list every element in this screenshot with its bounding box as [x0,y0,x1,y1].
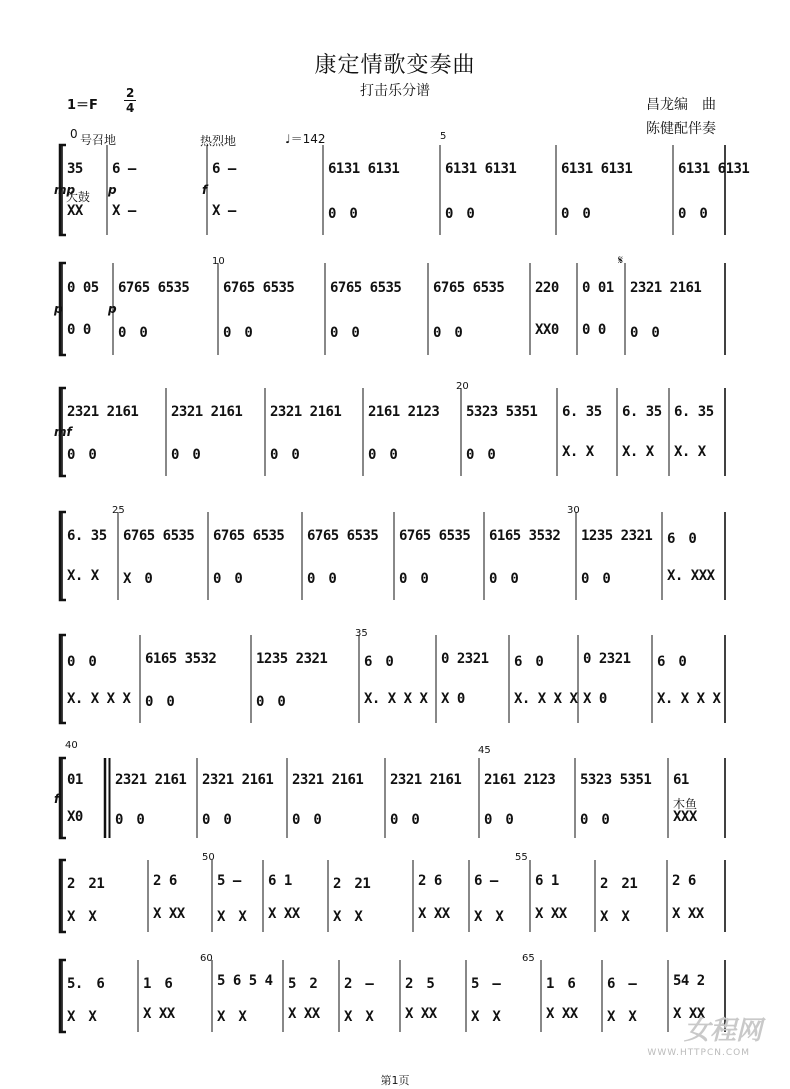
percussion-measure: X. X [67,568,99,584]
percussion-measure: X XX [143,1006,175,1022]
dynamic-marking: f [202,183,208,197]
melody-measure: 6131 6131 [678,161,750,177]
melody-measure: 54 2 [673,973,705,989]
melody-measure: 6 – [607,976,637,992]
measure-number: 10 [212,256,225,267]
system-6 [54,758,732,838]
percussion-measure: 0 0 [368,447,398,463]
melody-measure: 6 1 [535,873,559,889]
melody-measure: 6165 3532 [489,528,561,544]
dynamic-marking: mp [54,183,76,197]
melody-measure: 2 5 [405,976,435,992]
measure-number: 60 [200,953,213,964]
melody-measure: 6765 6535 [433,280,505,296]
measure-number: 65 [522,953,535,964]
instrument-label: 大鼓 [66,190,91,204]
dynamic-marking: p [108,183,117,197]
system-4 [62,512,732,600]
percussion-measure: X. X X X [514,691,578,707]
melody-measure: 2321 2161 [292,772,364,788]
watermark-logo: 女程网 [683,1016,762,1046]
percussion-measure: X. X X X [364,691,428,707]
percussion-measure: X X [67,1009,97,1025]
system-bracket [60,860,66,932]
system-5 [62,635,732,723]
melody-measure: 0 01 [582,280,614,296]
percussion-measure: X X [217,1009,247,1025]
percussion-measure: 0 0 [484,812,514,828]
percussion-measure: 0 0 [67,322,91,338]
percussion-measure: 0 0 [67,447,97,463]
percussion-measure: X X [474,909,504,925]
percussion-measure: X – [212,203,236,219]
percussion-measure: X X [600,909,630,925]
melody-measure: 1235 2321 [581,528,653,544]
percussion-measure: 0 0 [213,571,243,587]
melody-measure: 6 – [474,873,498,889]
measure-number: 25 [112,505,125,516]
measure-number: 20 [456,381,469,392]
melody-measure: 0 05 [67,280,99,296]
percussion-measure: X XX [546,1006,578,1022]
percussion-measure: X – [112,203,136,219]
percussion-measure: 0 0 [202,812,232,828]
melody-measure: 5323 5351 [466,404,538,420]
rehearsal-number: 0 [70,127,78,141]
melody-measure: 6765 6535 [118,280,190,296]
melody-measure: 5 – [217,873,241,889]
percussion-measure: 0 0 [270,447,300,463]
meter-bottom: 4 [126,101,135,115]
melody-measure: 6 0 [514,654,544,670]
melody-measure: 2321 2161 [270,404,342,420]
dynamic-marking: p [54,302,63,316]
system-bracket [60,512,66,600]
melody-measure: 2 6 [672,873,696,889]
percussion-measure: 0 0 [581,571,611,587]
percussion-measure: 0 0 [445,206,475,222]
melody-measure: 1 6 [143,976,173,992]
percussion-measure: X XX [405,1006,437,1022]
system-8 [62,960,732,1032]
percussion-measure: X XX [288,1006,320,1022]
system-bracket [60,960,66,1032]
melody-measure: 6765 6535 [223,280,295,296]
percussion-measure: X XX [153,906,185,922]
percussion-measure: X 0 [583,691,607,707]
percussion-measure: X X [607,1009,637,1025]
melody-measure: 2161 2123 [368,404,440,420]
percussion-measure: X X [333,909,363,925]
percussion-measure: 0 0 [399,571,429,587]
percussion-measure: 0 0 [256,694,286,710]
percussion-measure: X X [344,1009,374,1025]
melody-measure: 5323 5351 [580,772,652,788]
composer-credit: 昌龙编 曲 [646,97,716,113]
melody-measure: 6 0 [364,654,394,670]
percussion-measure: X 0 [123,571,153,587]
percussion-measure: X XX [673,1006,705,1022]
melody-measure: 6. 35 [562,404,602,420]
percussion-measure: X X [217,909,247,925]
score-title: 康定情歌变奏曲 [314,53,476,78]
melody-measure: 6 0 [657,654,687,670]
percussion-measure: 0 0 [307,571,337,587]
instrument-label: 木鱼 [673,797,698,811]
percussion-measure: 0 0 [561,206,591,222]
percussion-measure: XX0 [535,322,559,338]
percussion-measure: X. XXX [667,568,715,584]
time-signature [124,86,136,115]
percussion-measure: X. X [562,444,594,460]
measure-number: 50 [202,852,215,863]
melody-measure: 2321 2161 [390,772,462,788]
tempo-marking: ♩＝142 [285,132,326,146]
system-3 [54,388,732,476]
melody-measure: 6131 6131 [561,161,633,177]
melody-measure: 6 – [212,161,236,177]
melody-measure: 0 0 [67,654,97,670]
melody-measure: 2 6 [418,873,442,889]
measure-number: 45 [478,745,491,756]
melody-measure: 1235 2321 [256,651,328,667]
melody-measure: 2321 2161 [171,404,243,420]
melody-measure: 6165 3532 [145,651,217,667]
percussion-measure: 0 0 [489,571,519,587]
percussion-measure: 0 0 [145,694,175,710]
melody-measure: 5 2 [288,976,318,992]
percussion-measure: X X [67,909,97,925]
measure-number: 35 [355,628,368,639]
score-subtitle: 打击乐分谱 [360,83,430,99]
percussion-measure: 0 0 [115,812,145,828]
melody-measure: 2 21 [600,876,638,892]
percussion-measure: X0 [67,809,83,825]
percussion-measure: X XX [535,906,567,922]
percussion-measure: 0 0 [390,812,420,828]
measure-number: 55 [515,852,528,863]
percussion-measure: X. X X X [67,691,131,707]
melody-measure: 6 – [112,161,136,177]
expression-text: 热烈地 [200,134,237,148]
system-bracket [60,635,66,723]
meter-top: 2 [126,86,135,100]
melody-measure: 5. 6 [67,976,105,992]
melody-measure: 2321 2161 [202,772,274,788]
percussion-measure: 0 0 [330,325,360,341]
melody-measure: 2321 2161 [115,772,187,788]
melody-measure: 6 0 [667,531,697,547]
percussion-measure: X XX [672,906,704,922]
melody-measure: 220 [535,280,559,296]
percussion-measure: XXX [673,809,697,825]
measure-number: 40 [65,740,78,751]
melody-measure: 0 2321 [441,651,489,667]
expression-text: 号召地 [80,133,117,147]
melody-measure: 35 [67,161,83,177]
melody-measure: 61 [673,772,689,788]
system-1 [54,145,750,235]
percussion-measure: 0 0 [678,206,708,222]
percussion-measure: 0 0 [433,325,463,341]
percussion-measure: 0 0 [292,812,322,828]
melody-measure: 6765 6535 [213,528,285,544]
percussion-measure: 0 0 [171,447,201,463]
melody-measure: 2321 2161 [630,280,702,296]
melody-measure: 6765 6535 [123,528,195,544]
percussion-measure: 0 0 [630,325,660,341]
watermark-url: WWW.HTTPCN.COM [647,1048,750,1058]
melody-measure: 01 [67,772,83,788]
percussion-measure: 0 0 [582,322,606,338]
melody-measure: 6131 6131 [328,161,400,177]
system-bracket [60,758,66,838]
melody-measure: 2 21 [67,876,105,892]
measure-number: 5 [440,131,447,142]
system-2 [54,263,732,355]
melody-measure: 5 – [471,976,501,992]
measure-number: 30 [567,505,580,516]
percussion-measure: XX [67,203,83,219]
melody-measure: 6131 6131 [445,161,517,177]
system-7 [62,860,732,932]
melody-measure: 1 6 [546,976,576,992]
percussion-measure: 0 0 [328,206,358,222]
melody-measure: 5 6 5 4 [217,973,273,989]
percussion-measure: X. X X X [657,691,721,707]
melody-measure: 2321 2161 [67,404,139,420]
key-signature: 1＝F [67,98,98,113]
percussion-measure: X. X [674,444,706,460]
dynamic-marking: f [54,792,60,806]
percussion-measure: X 0 [441,691,465,707]
melody-measure: 6. 35 [622,404,662,420]
melody-measure: 6 1 [268,873,292,889]
melody-measure: 2 6 [153,873,177,889]
melody-measure: 6. 35 [674,404,714,420]
melody-measure: 0 2321 [583,651,631,667]
melody-measure: 6765 6535 [399,528,471,544]
percussion-measure: X XX [418,906,450,922]
melody-measure: 6765 6535 [307,528,379,544]
page-footer: 第1页 [380,1074,410,1087]
melody-measure: 6765 6535 [330,280,402,296]
percussion-measure: 0 0 [466,447,496,463]
percussion-measure: 0 0 [580,812,610,828]
melody-measure: 2 21 [333,876,371,892]
percussion-measure: 0 0 [118,325,148,341]
percussion-measure: X XX [268,906,300,922]
percussion-measure: X. X [622,444,654,460]
dynamic-marking: p [108,302,117,316]
melody-measure: 2 – [344,976,374,992]
percussion-measure: 0 0 [223,325,253,341]
arranger-credit: 陈健配伴奏 [646,121,716,137]
segno-sign: 𝄋 [618,253,624,267]
melody-measure: 2161 2123 [484,772,556,788]
melody-measure: 6. 35 [67,528,107,544]
percussion-measure: X X [471,1009,501,1025]
dynamic-marking: mf [54,425,72,439]
